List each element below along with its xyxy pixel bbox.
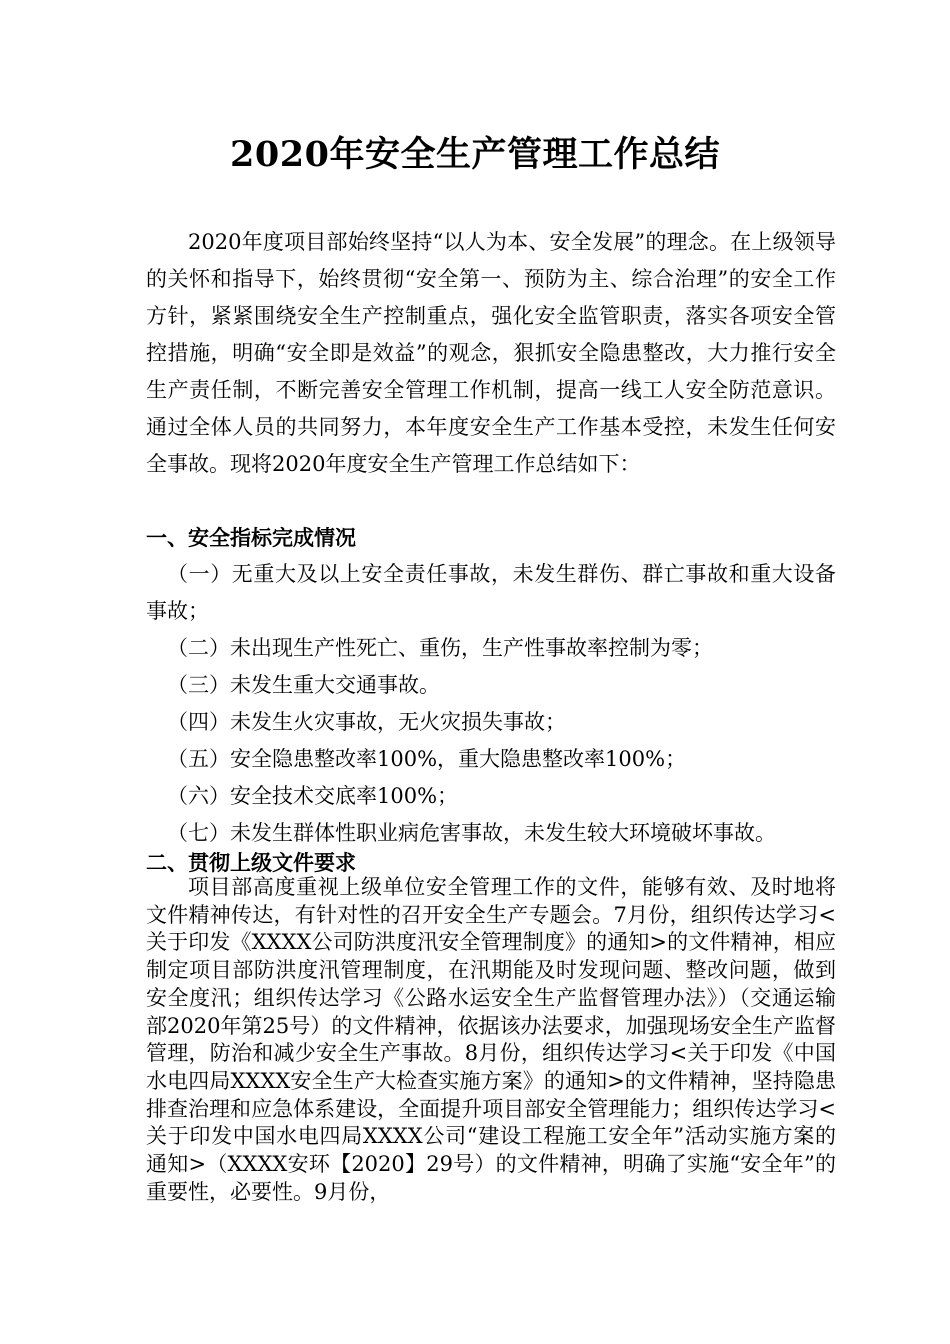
document-title: 2020年安全生产管理工作总结 <box>230 134 720 175</box>
list-item: （三）未发生重大交通事故。 <box>167 673 440 697</box>
indicator-list <box>146 556 836 852</box>
section-heading-2: 二、贯彻上级文件要求 <box>146 850 356 875</box>
list-item: （二）未出现生产性死亡、重伤，生产性事故率控制为零； <box>167 636 713 660</box>
list-item: （六）安全技术交底率100%； <box>167 784 459 808</box>
list-item: （七）未发生群体性职业病危害事故，未发生较大环境破坏事故。 <box>167 821 776 845</box>
section-heading-1: 一、安全指标完成情况 <box>146 525 356 550</box>
section-2-paragraph: 项目部高度重视上级单位安全管理工作的文件，能够有效、及时地将文件精神传达，有针对性的召开安全生产专题会。7月份，组织传达学习<关于印发《XXXX公司防洪度汛安全管理制度》的通知>的文件精神，相应制定项目部防洪度汛管理制度，在汛期能及时发现问题、整改问题，做到安全度汛；组织传达学习《公路水运安全生产监督管理办法》）（交通运输部2020年第25号）的文件精神，依据该办法要求，加强现场安全生产监督管理，防治和减少安全生产事故。8月份，组织传达学习<关于印发《中国水电四局XXXX安全生产大检查实施方案》的通知>的文件精神，坚持隐患排查治理和应急体系建设，全面提升项目部安全管理能力；组织传达学习<关于印发中国水电四局XXXX公司“建设工程施工安全年”活动实施方案的通知>（XXXX安环【2020】29号）的文件精神，明确了实施“安全年”的重要性，必要性。9月份， <box>146 875 836 1204</box>
list-item: （四）未发生火灾事故，无火灾损失事故； <box>167 710 566 734</box>
intro-paragraph: 2020年度项目部始终坚持“以人为本、安全发展”的理念。在上级领导的关怀和指导下，始终贯彻“安全第一、预防为主、综合治理”的安全工作方针，紧紧围绕安全生产控制重点，强化安全监管职责，落实各项安全管控措施，明确“安全即是效益”的观念，狠抓安全隐患整改，大力推行安全生产责任制，不断完善安全管理工作机制，提高一线工人安全防范意识。通过全体人员的共同努力，本年度安全生产工作基本受控，未发生任何安全事故。现将2020年度安全生产管理工作总结如下： <box>146 230 836 476</box>
list-item: （一）无重大及以上安全责任事故，未发生群伤、群亡事故和重大设备事故； <box>146 562 836 623</box>
list-item: （五）安全隐患整改率100%，重大隐患整改率100%； <box>167 747 687 771</box>
